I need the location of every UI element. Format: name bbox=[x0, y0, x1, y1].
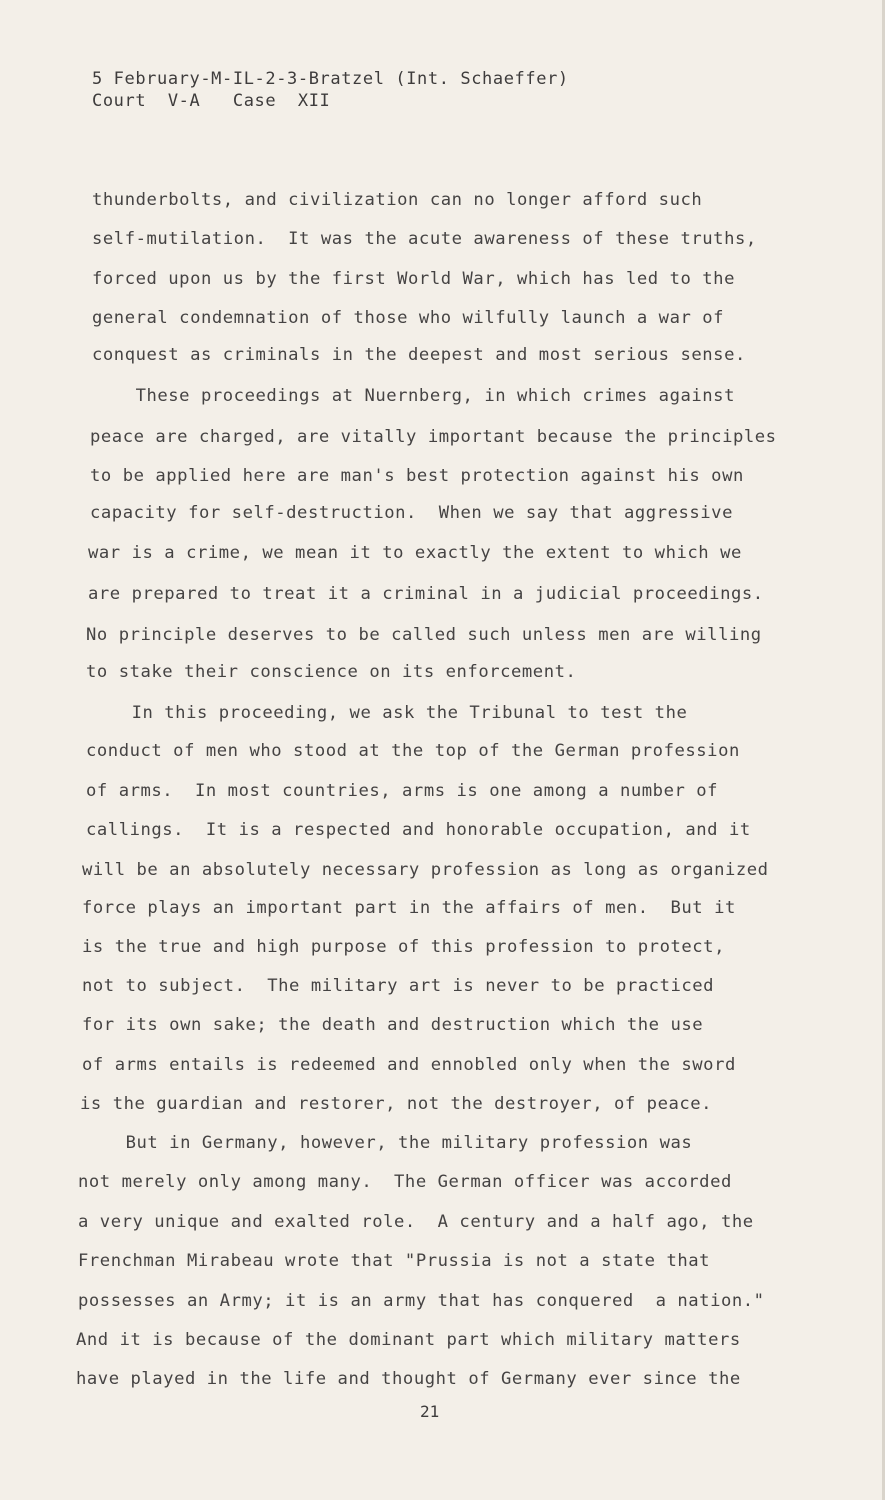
text-line: capacity for self-destruction. When we say that aggressive bbox=[90, 503, 733, 523]
text-line: But in Germany, however, the military profession was bbox=[82, 1133, 693, 1153]
text-line: is the true and high purpose of this profession to protect, bbox=[82, 937, 725, 957]
text-line: force plays an important part in the affairs of men. But it bbox=[82, 898, 736, 918]
text-line: possesses an Army; it is an army that has conquered a nation." bbox=[78, 1291, 765, 1311]
text-line: These proceedings at Nuernberg, in which crimes against bbox=[92, 386, 735, 406]
text-line: forced upon us by the first World War, which has led to the bbox=[92, 269, 735, 289]
text-line: are prepared to treat it a criminal in a judicial proceedings. bbox=[88, 584, 764, 604]
text-line: general condemnation of those who wilfully launch a war of bbox=[92, 308, 725, 328]
text-line: of arms. In most countries, arms is one among a number of bbox=[86, 781, 719, 801]
text-line: No principle deserves to be called such unless men are willing bbox=[86, 625, 762, 645]
text-line: to stake their conscience on its enforcement. bbox=[86, 662, 577, 682]
text-line: is the guardian and restorer, not the destroyer, of peace. bbox=[80, 1094, 713, 1114]
text-line: to be applied here are man's best protection against his own bbox=[90, 466, 744, 486]
text-line: And it is because of the dominant part which military matters bbox=[76, 1330, 741, 1350]
text-line: self-mutilation. It was the acute awareness of these truths, bbox=[92, 229, 757, 249]
text-line: will be an absolutely necessary profession as long as organized bbox=[82, 860, 769, 880]
text-line: not merely only among many. The German officer was accorded bbox=[78, 1172, 732, 1192]
header-line-session: 5 February-M-IL-2-3-Bratzel (Int. Schaeffer) bbox=[92, 69, 569, 89]
text-line: not to subject. The military art is never to be practiced bbox=[82, 976, 715, 996]
text-line: In this proceeding, we ask the Tribunal to test the bbox=[88, 703, 688, 723]
header-line-court-case: Court V-A Case XII bbox=[92, 91, 331, 111]
text-line: for its own sake; the death and destruction which the use bbox=[82, 1015, 704, 1035]
text-line: Frenchman Mirabeau wrote that "Prussia is not a state that bbox=[78, 1251, 711, 1271]
text-line: thunderbolts, and civilization can no longer afford such bbox=[92, 190, 703, 210]
text-line: have played in the life and thought of Germany ever since the bbox=[76, 1369, 741, 1389]
text-line: of arms entails is redeemed and ennobled only when the sword bbox=[82, 1055, 736, 1075]
text-line: peace are charged, are vitally important because the principles bbox=[90, 427, 777, 447]
text-line: callings. It is a respected and honorable occupation, and it bbox=[86, 820, 751, 840]
text-line: conduct of men who stood at the top of the German profession bbox=[86, 741, 740, 761]
text-line: a very unique and exalted role. A century and a half ago, the bbox=[78, 1212, 754, 1232]
text-line: war is a crime, we mean it to exactly the extent to which we bbox=[88, 543, 742, 563]
page-number: 21 bbox=[420, 1402, 440, 1421]
text-line: conquest as criminals in the deepest and most serious sense. bbox=[92, 345, 746, 365]
